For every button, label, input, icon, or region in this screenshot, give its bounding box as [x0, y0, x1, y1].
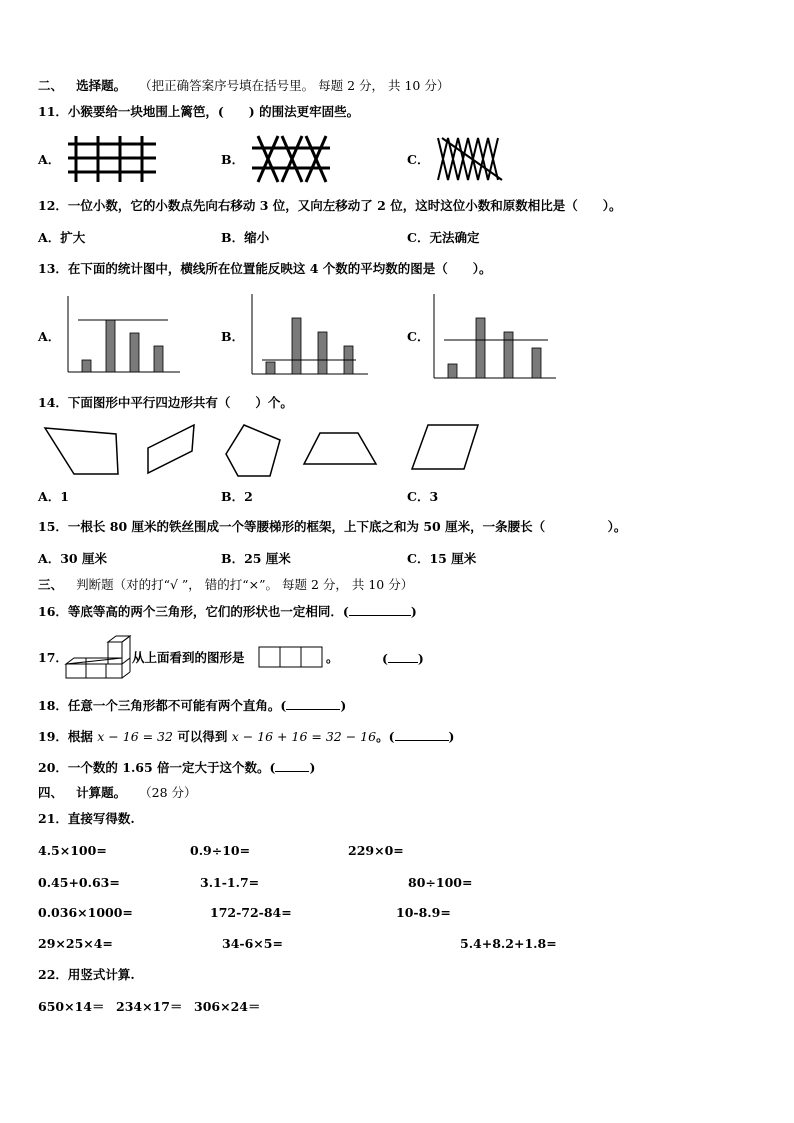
q14-option-c: C．3: [407, 489, 439, 504]
q19-equation-2: x − 16 + 16 = 32 − 16: [231, 729, 377, 744]
q12-option-a: A．扩大: [38, 230, 86, 245]
q13-option-b: B．: [221, 329, 245, 344]
q17-num: 17．: [38, 650, 68, 665]
cube-stack-figure: [64, 634, 132, 680]
fence-zigzag-figure: [436, 136, 506, 182]
calc-item: 0.9÷10=: [190, 843, 251, 858]
q12-text: 12．一位小数，它的小数点先向右移动 3 位，又向左移动了 2 位，这时这位小数和原数相比是（ ）。: [38, 198, 622, 213]
q15-option-c: C．15 厘米: [407, 551, 477, 566]
section-number: 二、: [38, 78, 64, 93]
bar-chart-a: [66, 296, 182, 376]
q19-line: [38, 728, 454, 745]
section-note: （把正确答案序号填在括号里。 每题 2 分， 共 10 分）: [139, 78, 450, 93]
shape-quadrilateral: [44, 425, 120, 477]
q12-option-b: B．缩小: [221, 230, 270, 245]
close-paren: ): [410, 604, 417, 619]
section-4-header: [38, 785, 197, 801]
close-paren: ): [417, 651, 424, 666]
calc-item: 0.45+0.63=: [38, 875, 120, 890]
q11-option-b: B．: [221, 152, 245, 167]
calc-item: 229×0=: [348, 843, 404, 858]
answer-blank[interactable]: [286, 697, 340, 710]
answer-blank[interactable]: [395, 728, 449, 741]
q16-text: 16．等底等高的两个三角形，它们的形状也一定相同．: [38, 604, 343, 619]
q12-option-c: C．无法确定: [407, 230, 480, 245]
bar-chart-c: [432, 294, 558, 380]
close-paren: ): [448, 729, 455, 744]
fence-cross-figure: [252, 134, 332, 184]
q22-text: 22．用竖式计算.: [38, 967, 135, 982]
q19-pre: 19．根据: [38, 729, 93, 744]
close-paren: ): [309, 760, 316, 775]
calc-item: 5.4+8.2+1.8=: [460, 936, 557, 951]
answer-blank[interactable]: [275, 759, 309, 772]
open-paren: (: [280, 698, 287, 713]
q16-line: [38, 603, 417, 620]
calc-item: 80÷100=: [408, 875, 473, 890]
open-paren: (: [382, 651, 388, 666]
calc-item: 3.1-1.7=: [200, 875, 260, 890]
section-title: 计算题。: [76, 785, 127, 800]
q20-text: 20．一个数的 1.65 倍一定大于这个数。: [38, 760, 270, 775]
open-paren: (: [269, 760, 276, 775]
bar-chart-b: [250, 294, 370, 376]
section-number: 三、: [38, 577, 64, 592]
answer-blank[interactable]: [349, 603, 411, 616]
fence-grid-figure: [68, 134, 158, 184]
answer-blank[interactable]: [388, 650, 418, 663]
q15-option-a: A．30 厘米: [38, 551, 107, 566]
calc-item: 172-72-84=: [210, 905, 292, 920]
q18-text: 18．任意一个三角形都不可能有两个直角。: [38, 698, 281, 713]
q21-text: 21．直接写得数.: [38, 811, 135, 826]
vertical-calc-item: 306×24＝: [194, 999, 261, 1014]
section-title: 选择题。: [76, 78, 127, 93]
close-paren: ): [340, 698, 347, 713]
shape-parallelogram-tall: [146, 424, 198, 476]
q17-answer: [382, 650, 424, 667]
calc-item: 0.036×1000=: [38, 905, 133, 920]
q13-option-a: A．: [38, 329, 61, 344]
shape-pentagon: [224, 424, 282, 480]
q11-text: 11．小猴要给一块地围上篱笆，( ) 的围法更牢固些。: [38, 104, 360, 119]
q11-option-a: A．: [38, 152, 61, 167]
q20-line: [38, 759, 315, 776]
section-number: 四、: [38, 785, 64, 800]
q15-option-b: B．25 厘米: [221, 551, 291, 566]
q18-line: [38, 697, 346, 714]
q13-option-c: C．: [407, 329, 430, 344]
vertical-calc-item: 234×17＝: [116, 999, 183, 1014]
calc-item: 10-8.9=: [396, 905, 451, 920]
shape-trapezoid: [302, 431, 378, 467]
calc-item: 34-6×5=: [222, 936, 283, 951]
q15-text: 15．一根长 80 厘米的铁丝围成一个等腰梯形的框架，上下底之和为 50 厘米，一条腰长（ ）。: [38, 519, 627, 534]
calc-item: 4.5×100=: [38, 843, 107, 858]
q14-option-b: B．2: [221, 489, 253, 504]
q19-equation-1: x − 16 = 32: [97, 729, 173, 744]
q13-text: 13．在下面的统计图中，横线所在位置能反映这 4 个数的平均数的图是（ ）。: [38, 261, 492, 276]
section-3-header: [38, 577, 413, 593]
vertical-calc-item: 650×14＝: [38, 999, 105, 1014]
open-paren: (: [388, 729, 395, 744]
section-note: （28 分）: [139, 785, 197, 800]
q14-text: 14．下面图形中平行四边形共有（ ）个。: [38, 395, 293, 410]
q17-text: 从上面看到的图形是: [132, 650, 245, 665]
q19-mid: 可以得到: [177, 729, 228, 744]
q14-option-a: A．1: [38, 489, 69, 504]
section-2-header: [38, 78, 449, 94]
calc-item: 29×25×4=: [38, 936, 113, 951]
top-view-figure: [258, 646, 326, 668]
q19-end: 。: [376, 729, 389, 744]
section-title: 判断题（对的打“√ ”， 错的打“×”。 每题 2 分， 共 10 分）: [76, 577, 414, 592]
open-paren: (: [342, 604, 349, 619]
q11-option-c: C．: [407, 152, 430, 167]
shape-parallelogram-wide: [410, 423, 480, 471]
q17-end: 。: [326, 650, 339, 665]
